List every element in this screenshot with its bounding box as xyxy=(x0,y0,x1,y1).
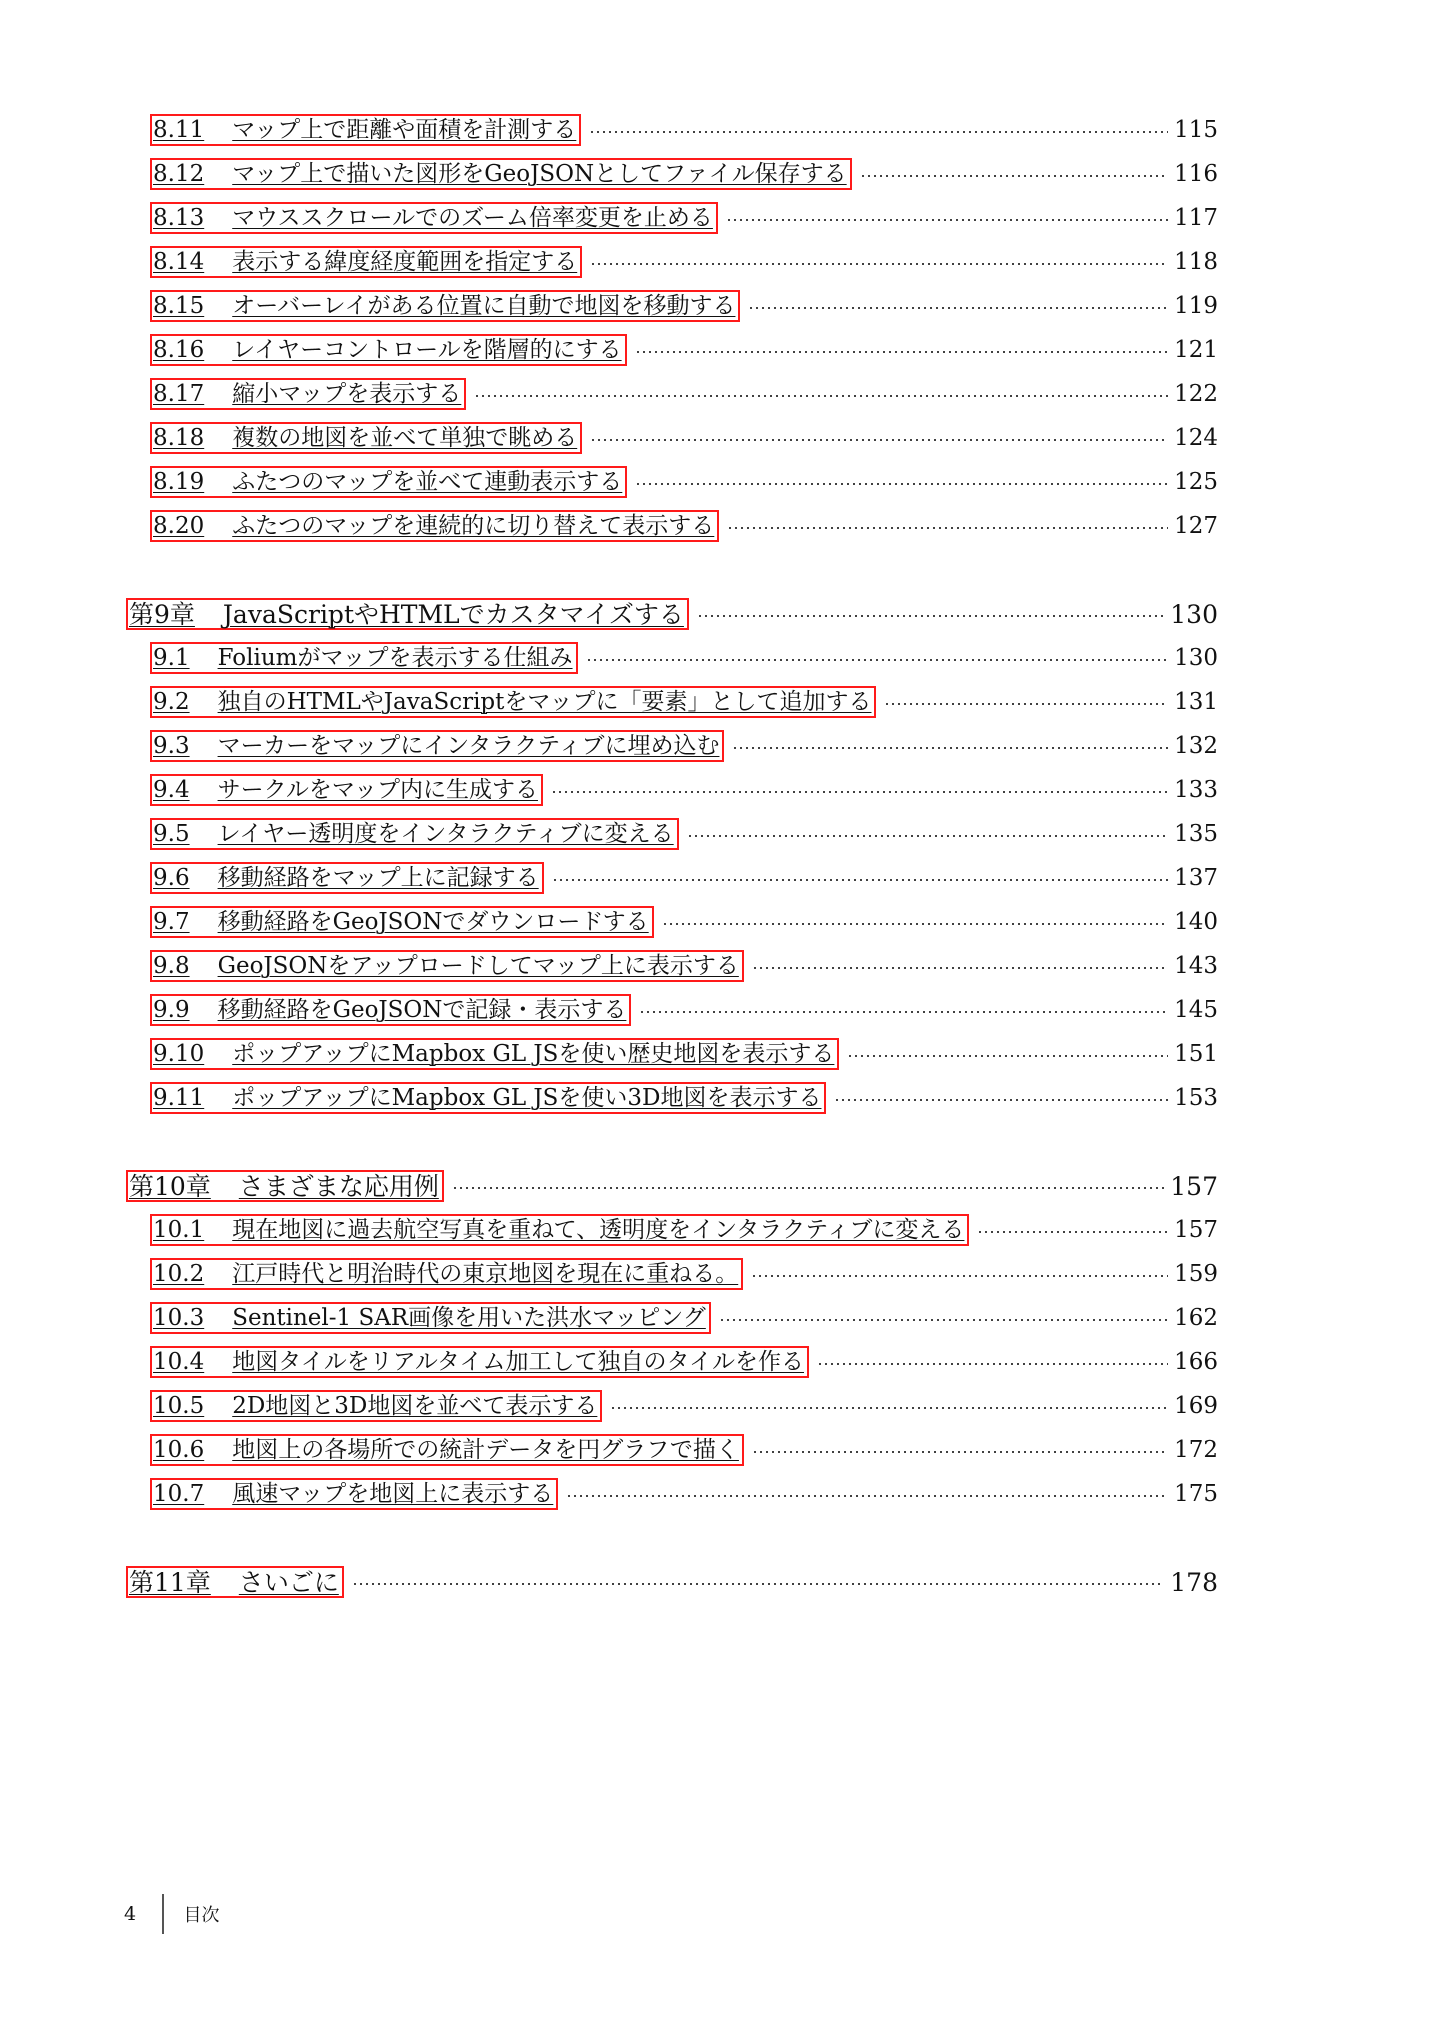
section-number: 8.19 xyxy=(153,468,205,495)
toc-link[interactable] xyxy=(150,422,582,454)
toc-entry xyxy=(150,1252,1218,1296)
dot-leader xyxy=(726,219,1168,221)
page-number: 122 xyxy=(1174,380,1218,407)
dot-leader xyxy=(732,747,1168,749)
toc-entry xyxy=(150,768,1218,812)
toc-link[interactable] xyxy=(150,1434,744,1466)
page-number: 143 xyxy=(1174,952,1218,979)
toc-entry xyxy=(150,988,1218,1032)
section-title: マップ上で描いた図形をGeoJSONとしてファイル保存する xyxy=(232,160,847,187)
section-number: 9.1 xyxy=(153,644,190,671)
dot-leader xyxy=(662,923,1168,925)
dot-leader xyxy=(847,1055,1168,1057)
page-number: 172 xyxy=(1174,1436,1218,1463)
dot-leader xyxy=(474,395,1168,397)
page-number: 132 xyxy=(1174,732,1218,759)
section-title: 独自のHTMLやJavaScriptをマップに「要素」として追加する xyxy=(217,688,872,715)
page-number: 117 xyxy=(1174,204,1218,231)
toc-entry xyxy=(150,1032,1218,1076)
section-number: 9.4 xyxy=(153,776,190,803)
page-number: 130 xyxy=(1170,599,1218,629)
section-number: 8.17 xyxy=(153,380,205,407)
chapter-link[interactable] xyxy=(126,1170,444,1202)
toc-entry xyxy=(150,152,1218,196)
page-number: 157 xyxy=(1174,1216,1218,1243)
chapter-title: JavaScriptやHTMLでカスタマイズする xyxy=(222,599,684,629)
section-number: 8.12 xyxy=(153,160,205,187)
footer-section-label: 目次 xyxy=(183,1905,220,1926)
toc-entry xyxy=(150,1296,1218,1340)
section-title: オーバーレイがある位置に自動で地図を移動する xyxy=(232,292,736,319)
dot-leader xyxy=(452,1187,1164,1189)
dot-leader xyxy=(977,1231,1168,1233)
toc-link[interactable] xyxy=(150,950,744,982)
dot-leader xyxy=(752,967,1168,969)
chapter-title: さまざまな応用例 xyxy=(238,1171,439,1201)
page-footer xyxy=(124,1892,220,1936)
section-title: Sentinel-1 SAR画像を用いた洪水マッピング xyxy=(232,1304,706,1331)
toc-link[interactable] xyxy=(150,1214,969,1246)
toc-link[interactable] xyxy=(150,1478,558,1510)
page-number: 137 xyxy=(1174,864,1218,891)
dot-leader xyxy=(884,703,1168,705)
toc-entry xyxy=(150,108,1218,152)
section-title: レイヤーコントロールを階層的にする xyxy=(232,336,622,363)
toc-link[interactable] xyxy=(150,686,876,718)
toc-entry xyxy=(150,812,1218,856)
toc-link[interactable] xyxy=(150,378,466,410)
toc-entry xyxy=(150,284,1218,328)
toc-link[interactable] xyxy=(150,510,719,542)
section-number: 10.3 xyxy=(153,1304,205,1331)
section-number: 10.4 xyxy=(153,1348,205,1375)
chapter-link[interactable] xyxy=(126,598,689,630)
section-title: 複数の地図を並べて単独で眺める xyxy=(232,424,578,451)
section-number: 9.10 xyxy=(153,1040,205,1067)
section-title: ポップアップにMapbox GL JSを使い歴史地図を表示する xyxy=(232,1040,835,1067)
toc-link[interactable] xyxy=(150,158,852,190)
page-number: 145 xyxy=(1174,996,1218,1023)
page-number: 178 xyxy=(1170,1567,1218,1597)
chapter-number: 第10章 xyxy=(129,1171,211,1201)
toc-link[interactable] xyxy=(150,730,724,762)
toc-link[interactable] xyxy=(150,1038,839,1070)
section-title: 江戸時代と明治時代の東京地図を現在に重ねる。 xyxy=(232,1260,739,1287)
toc-entry xyxy=(150,240,1218,284)
section-number: 8.18 xyxy=(153,424,205,451)
dot-leader xyxy=(635,483,1168,485)
dot-leader xyxy=(586,659,1169,661)
dot-leader xyxy=(590,439,1168,441)
section-title: ポップアップにMapbox GL JSを使い3D地図を表示する xyxy=(232,1084,822,1111)
toc-entry xyxy=(150,636,1218,680)
dot-leader xyxy=(551,791,1168,793)
section-number: 9.2 xyxy=(153,688,190,715)
toc-link[interactable] xyxy=(150,114,581,146)
toc-entry xyxy=(150,900,1218,944)
section-number: 9.3 xyxy=(153,732,190,759)
dot-leader xyxy=(751,1275,1168,1277)
section-number: 10.7 xyxy=(153,1480,205,1507)
toc-link[interactable] xyxy=(150,246,582,278)
page-number: 124 xyxy=(1174,424,1218,451)
section-title: 風速マップを地図上に表示する xyxy=(232,1480,554,1507)
page-number: 175 xyxy=(1174,1480,1218,1507)
chapter-link[interactable] xyxy=(126,1566,344,1598)
toc-link[interactable] xyxy=(150,290,740,322)
dot-leader xyxy=(552,879,1168,881)
dot-leader xyxy=(566,1495,1168,1497)
toc-link[interactable] xyxy=(150,818,679,850)
toc-entry xyxy=(150,1208,1218,1252)
page-number: 121 xyxy=(1174,336,1218,363)
section-number: 10.1 xyxy=(153,1216,205,1243)
dot-leader xyxy=(590,263,1168,265)
toc-entry xyxy=(150,460,1218,504)
page-number: 119 xyxy=(1174,292,1218,319)
section-number: 10.2 xyxy=(153,1260,205,1287)
section-title: GeoJSONをアップロードしてマップ上に表示する xyxy=(217,952,739,979)
section-title: 現在地図に過去航空写真を重ねて、透明度をインタラクティブに変える xyxy=(232,1216,965,1243)
chapter-title: さいごに xyxy=(238,1567,339,1597)
toc-link[interactable] xyxy=(150,1258,743,1290)
toc-link[interactable] xyxy=(150,1346,809,1378)
dot-leader xyxy=(752,1451,1168,1453)
toc-entry xyxy=(150,1076,1218,1120)
chapter-number: 第11章 xyxy=(129,1567,211,1597)
page-number: 169 xyxy=(1174,1392,1218,1419)
footer-page-number: 4 xyxy=(124,1903,137,1925)
toc-entry xyxy=(150,1472,1218,1516)
toc-entry xyxy=(150,416,1218,460)
toc-chapter-entry xyxy=(126,1164,1218,1208)
toc-entry xyxy=(150,1384,1218,1428)
page-number: 130 xyxy=(1174,644,1218,671)
toc-entry xyxy=(150,504,1218,548)
toc-link[interactable] xyxy=(150,862,544,894)
dot-leader xyxy=(748,307,1168,309)
section-number: 9.6 xyxy=(153,864,190,891)
section-title: 移動経路をGeoJSONで記録・表示する xyxy=(217,996,627,1023)
dot-leader xyxy=(697,615,1164,617)
dot-leader xyxy=(352,1583,1164,1585)
page-number: 118 xyxy=(1174,248,1218,275)
section-number: 9.11 xyxy=(153,1084,205,1111)
section-number: 8.20 xyxy=(153,512,205,539)
section-title: 移動経路をマップ上に記録する xyxy=(217,864,539,891)
section-number: 8.15 xyxy=(153,292,205,319)
page-number: 140 xyxy=(1174,908,1218,935)
page-number: 125 xyxy=(1174,468,1218,495)
dot-leader xyxy=(727,527,1168,529)
section-number: 8.11 xyxy=(153,116,205,143)
page-number: 162 xyxy=(1174,1304,1218,1331)
page-number: 157 xyxy=(1170,1171,1218,1201)
chapter-number: 第9章 xyxy=(129,599,195,629)
toc-link[interactable] xyxy=(150,1302,711,1334)
page-number: 115 xyxy=(1174,116,1218,143)
footer-divider xyxy=(162,1894,164,1934)
dot-leader xyxy=(687,835,1168,837)
page-number: 133 xyxy=(1174,776,1218,803)
toc-entry xyxy=(150,856,1218,900)
dot-leader xyxy=(834,1099,1168,1101)
dot-leader xyxy=(639,1011,1168,1013)
dot-leader xyxy=(719,1319,1168,1321)
page-number: 153 xyxy=(1174,1084,1218,1111)
toc-link[interactable] xyxy=(150,334,627,366)
section-number: 8.14 xyxy=(153,248,205,275)
section-number: 8.16 xyxy=(153,336,205,363)
section-number: 9.5 xyxy=(153,820,190,847)
section-number: 10.5 xyxy=(153,1392,205,1419)
page-number: 131 xyxy=(1174,688,1218,715)
toc-link[interactable] xyxy=(150,906,654,938)
section-number: 9.8 xyxy=(153,952,190,979)
section-number: 10.6 xyxy=(153,1436,205,1463)
section-title: 地図タイルをリアルタイム加工して独自のタイルを作る xyxy=(232,1348,804,1375)
dot-leader xyxy=(635,351,1168,353)
section-title: 地図上の各場所での統計データを円グラフで描く xyxy=(232,1436,739,1463)
dot-leader xyxy=(589,131,1168,133)
toc-entry xyxy=(150,1340,1218,1384)
toc-entry xyxy=(150,1428,1218,1472)
page-number: 159 xyxy=(1174,1260,1218,1287)
section-title: 縮小マップを表示する xyxy=(232,380,462,407)
toc-entry xyxy=(150,724,1218,768)
dot-leader xyxy=(817,1363,1168,1365)
toc-entry xyxy=(150,196,1218,240)
toc-entry xyxy=(150,328,1218,372)
section-title: 2D地図と3D地図を並べて表示する xyxy=(232,1392,598,1419)
toc-chapter-entry xyxy=(126,592,1218,636)
dot-leader xyxy=(860,175,1168,177)
toc-link[interactable] xyxy=(150,774,543,806)
toc-chapter-entry xyxy=(126,1560,1218,1604)
section-title: 表示する緯度経度範囲を指定する xyxy=(232,248,578,275)
section-number: 8.13 xyxy=(153,204,205,231)
dot-leader xyxy=(610,1407,1168,1409)
section-title: マウススクロールでのズーム倍率変更を止める xyxy=(232,204,713,231)
toc-link[interactable] xyxy=(150,202,718,234)
page-number: 127 xyxy=(1174,512,1218,539)
section-title: マーカーをマップにインタラクティブに埋め込む xyxy=(217,732,720,759)
section-title: サークルをマップ内に生成する xyxy=(217,776,538,803)
section-title: マップ上で距離や面積を計測する xyxy=(232,116,577,143)
toc-link[interactable] xyxy=(150,994,631,1026)
page-number: 166 xyxy=(1174,1348,1218,1375)
toc-link[interactable] xyxy=(150,1390,602,1422)
section-number: 9.7 xyxy=(153,908,190,935)
toc-entry xyxy=(150,372,1218,416)
section-title: ふたつのマップを並べて連動表示する xyxy=(232,468,623,495)
page-number: 116 xyxy=(1174,160,1218,187)
toc-entry xyxy=(150,680,1218,724)
section-title: レイヤー透明度をインタラクティブに変える xyxy=(217,820,674,847)
section-title: Foliumがマップを表示する仕組み xyxy=(217,644,573,671)
toc-link[interactable] xyxy=(150,466,627,498)
toc-entry xyxy=(150,944,1218,988)
toc-link[interactable] xyxy=(150,642,578,674)
toc-link[interactable] xyxy=(150,1082,826,1114)
section-number: 9.9 xyxy=(153,996,190,1023)
page-number: 135 xyxy=(1174,820,1218,847)
page-number: 151 xyxy=(1174,1040,1218,1067)
section-title: ふたつのマップを連続的に切り替えて表示する xyxy=(232,512,715,539)
section-title: 移動経路をGeoJSONでダウンロードする xyxy=(217,908,649,935)
